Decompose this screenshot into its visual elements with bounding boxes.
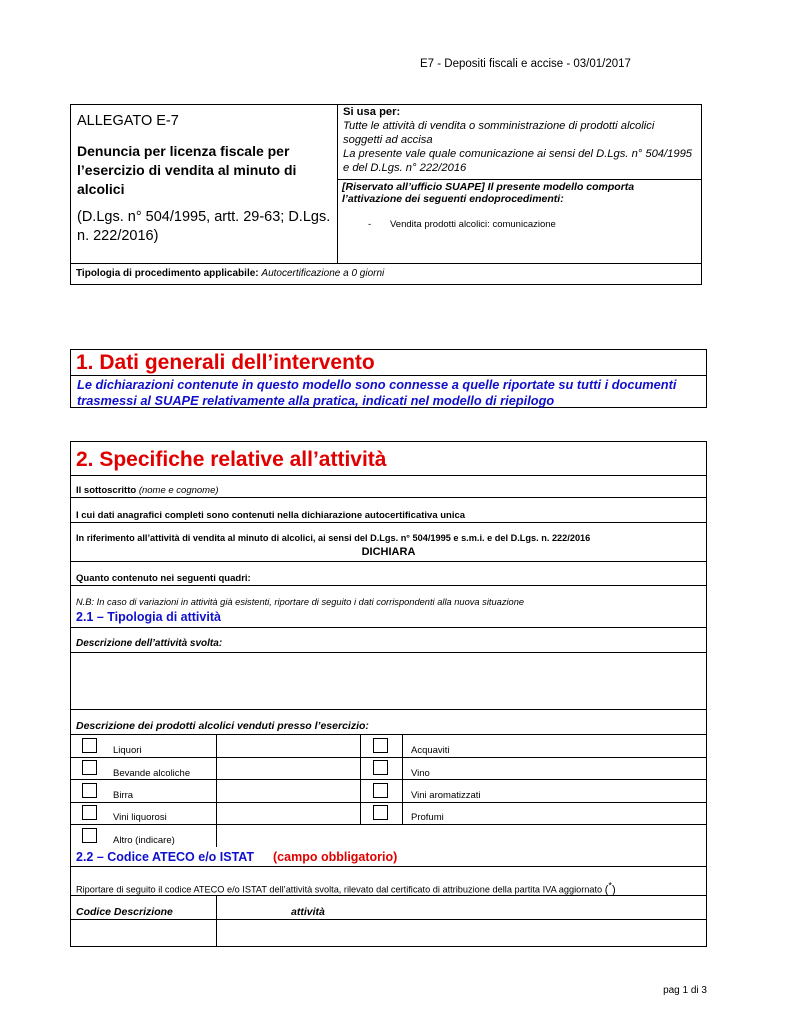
divider	[216, 895, 217, 946]
product-label: Vini aromatizzati	[411, 790, 481, 801]
checkbox-liquori[interactable]	[82, 738, 97, 753]
checkbox-birra[interactable]	[82, 783, 97, 798]
procedure-type-label: Tipologia di procedimento applicabile:	[76, 268, 259, 279]
subscriber-hint: (nome e cognome)	[138, 485, 219, 496]
product-label: Liquori	[113, 745, 142, 756]
allegato-box	[70, 104, 702, 285]
allegato-law-reference: (D.Lgs. n° 504/1995, artt. 29-63; D.Lgs. n. 222/2016)	[77, 209, 331, 244]
divider	[71, 627, 706, 628]
procedure-type-row	[71, 263, 701, 284]
allegato-title: Denuncia per licenza fiscale per l’esercizio di vendita al minuto di alcolici	[77, 143, 297, 197]
checkbox-profumi[interactable]	[373, 805, 388, 820]
divider	[71, 585, 706, 586]
subscriber-field[interactable]	[76, 485, 219, 496]
divider	[71, 802, 706, 803]
endoprocedure-dash: -	[368, 219, 372, 230]
divider	[71, 895, 706, 896]
divider	[71, 824, 706, 825]
column-header-activity: attività	[291, 906, 325, 918]
product-label: Vino	[411, 768, 430, 779]
communication-note: La presente vale quale comunicazione ai sensi del D.Lgs. n° 504/1995 e del D.Lgs. n° 222/2016	[343, 148, 693, 174]
endoprocedure-label: Vendita prodotti alcolici: comunicazione	[390, 219, 556, 230]
ateco-code-input[interactable]	[72, 920, 215, 946]
divider	[71, 375, 706, 376]
document-reference: E7 - Depositi fiscali e accise - 03/01/2017	[420, 58, 631, 70]
divider	[71, 866, 706, 867]
procedure-type-value: Autocertificazione a 0 giorni	[261, 268, 385, 279]
section-1-note: Le dichiarazioni contenute in questo modello sono connesse a quelle riportate su tutti i documenti trasmessi al SUAPE relativamente alla pratica, indicati nel modello di riepilogo	[77, 377, 677, 408]
reference-statement: In riferimento all’attività di vendita al minuto di alcolici, ai sensi del D.Lgs. n° 504/1995 e s.m.i. e del D.Lgs. n. 222/2016	[76, 533, 591, 543]
subsection-2-1-title: 2.1 – Tipologia di attività	[76, 610, 221, 624]
endoprocedure-item	[368, 219, 556, 230]
section-2-title: 2. Specifiche relative all’attività	[76, 448, 387, 471]
ateco-note-marker-open: (	[604, 883, 609, 896]
checkbox-bevande-alcoliche[interactable]	[82, 760, 97, 775]
checkbox-altro[interactable]	[82, 828, 97, 843]
divider	[71, 757, 706, 758]
product-label: Birra	[113, 790, 134, 801]
personal-data-note: I cui dati anagrafici completi sono contenuti nella dichiarazione autocertificativa unica	[76, 510, 466, 521]
subscriber-label: Il sottoscritto	[76, 485, 137, 496]
reserved-office-text: [Riservato all’ufficio SUAPE] Il presente modello comporta l’attivazione dei seguenti endoprocedimenti:	[342, 181, 635, 205]
divider	[71, 475, 706, 476]
divider	[71, 734, 706, 735]
required-field-note: (campo obbligatorio)	[273, 850, 398, 864]
divider	[71, 779, 706, 780]
allegato-code: ALLEGATO E-7	[77, 113, 179, 129]
usage-label: Si usa per:	[343, 106, 401, 118]
products-description-label: Descrizione dei prodotti alcolici venduti presso l’esercizio:	[76, 720, 369, 732]
column-header-code: Codice Descrizione	[76, 906, 173, 918]
ateco-note-marker-close: )	[611, 883, 616, 896]
ateco-instructions	[76, 880, 616, 896]
section-2-box	[70, 441, 707, 947]
declares-heading: DICHIARA	[361, 546, 416, 558]
divider	[71, 709, 706, 710]
sections-intro: Quanto contenuto nei seguenti quadri:	[76, 573, 251, 584]
checkbox-vini-liquorosi[interactable]	[82, 805, 97, 820]
nb-note: N.B: In caso di variazioni in attività già esistenti, riportare di seguito i dati corrispondenti alla nuova situazione	[76, 597, 525, 607]
activity-description-label: Descrizione dell’attività svolta:	[76, 638, 223, 649]
subsection-2-2-title	[76, 850, 397, 864]
divider	[71, 522, 706, 523]
ateco-instructions-text: Riportare di seguito il codice ATECO e/o ISTAT dell’attività svolta, rilevato dal certificato di attribuzione della partita IVA aggiornato	[76, 884, 603, 895]
usage-text	[343, 105, 693, 175]
product-label: Altro (indicare)	[113, 835, 175, 846]
product-label: Profumi	[411, 812, 444, 823]
checkbox-vino[interactable]	[373, 760, 388, 775]
divider	[71, 497, 706, 498]
ateco-description-input[interactable]	[218, 920, 705, 946]
ateco-title: 2.2 – Codice ATECO e/o ISTAT	[76, 850, 255, 864]
usage-description: Tutte le attività di vendita o somministrazione di prodotti alcolici soggetti ad accisa	[343, 120, 655, 146]
product-label: Acquaviti	[411, 745, 450, 756]
divider	[71, 561, 706, 562]
checkbox-vini-aromatizzati[interactable]	[373, 783, 388, 798]
section-1-box	[70, 349, 707, 408]
allegato-usage-cell	[338, 105, 701, 263]
divider	[216, 824, 217, 847]
section-1-title: 1. Dati generali dell’intervento	[76, 351, 375, 374]
ateco-note-marker-star: *	[608, 880, 612, 890]
allegato-title-cell	[71, 105, 338, 263]
ateco-note-marker	[604, 880, 616, 896]
product-label: Bevande alcoliche	[113, 768, 191, 779]
checkbox-acquaviti[interactable]	[373, 738, 388, 753]
product-label: Vini liquorosi	[113, 812, 167, 823]
activity-description-input[interactable]	[72, 653, 705, 709]
page-number: pag 1 di 3	[663, 985, 707, 996]
